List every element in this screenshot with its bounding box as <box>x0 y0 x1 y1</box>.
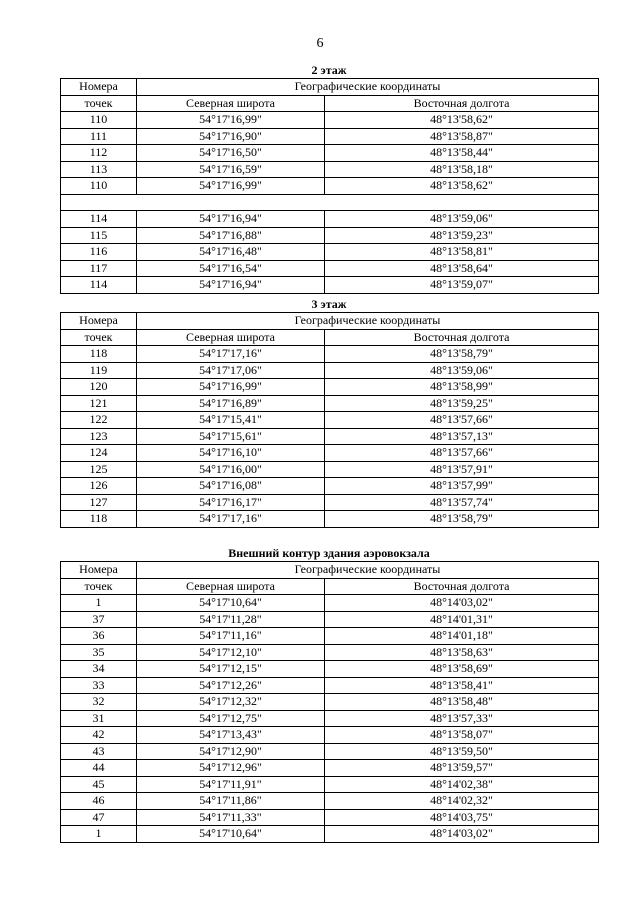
point-numbers-header-line1: Номера <box>61 562 137 579</box>
east-longitude-header: Восточная долгота <box>325 578 599 595</box>
table-row <box>61 211 599 228</box>
latitude-cell: 54°17'16,17" <box>137 494 325 511</box>
table-row <box>61 611 599 628</box>
table-row <box>61 776 599 793</box>
longitude-cell: 48°13'58,62" <box>325 178 599 195</box>
longitude-cell: 48°13'58,99" <box>325 379 599 396</box>
point-number-cell: 45 <box>61 776 137 793</box>
latitude-cell: 54°17'17,16" <box>137 511 325 528</box>
latitude-cell: 54°17'12,96" <box>137 760 325 777</box>
point-number-cell: 118 <box>61 511 137 528</box>
point-number-cell: 36 <box>61 628 137 645</box>
north-latitude-header: Северная широта <box>137 95 325 112</box>
latitude-cell: 54°17'16,88" <box>137 227 325 244</box>
point-number-cell: 37 <box>61 611 137 628</box>
table-row <box>61 628 599 645</box>
latitude-cell: 54°17'16,00" <box>137 461 325 478</box>
table-header-row <box>61 313 599 330</box>
longitude-cell: 48°13'57,33" <box>325 710 599 727</box>
point-number-cell: 112 <box>61 145 137 162</box>
latitude-cell: 54°17'16,94" <box>137 277 325 294</box>
latitude-cell: 54°17'12,32" <box>137 694 325 711</box>
point-numbers-header-line2: точек <box>61 95 137 112</box>
point-number-cell: 114 <box>61 277 137 294</box>
point-number-cell: 32 <box>61 694 137 711</box>
latitude-cell: 54°17'16,10" <box>137 445 325 462</box>
longitude-cell: 48°13'58,18" <box>325 161 599 178</box>
table-row <box>61 743 599 760</box>
point-numbers-header-line1: Номера <box>61 313 137 330</box>
table-row <box>61 244 599 261</box>
section-title: 2 этаж <box>311 63 347 77</box>
latitude-cell: 54°17'16,99" <box>137 112 325 129</box>
latitude-cell: 54°17'16,99" <box>137 379 325 396</box>
geo-coords-header: Географические координаты <box>137 562 599 579</box>
longitude-cell: 48°13'58,69" <box>325 661 599 678</box>
latitude-cell: 54°17'11,33" <box>137 809 325 826</box>
point-number-cell: 110 <box>61 178 137 195</box>
table-row <box>61 727 599 744</box>
north-latitude-header: Северная широта <box>137 329 325 346</box>
point-number-cell: 127 <box>61 494 137 511</box>
table-row <box>61 644 599 661</box>
longitude-cell: 48°13'58,81" <box>325 244 599 261</box>
table-header-row <box>61 562 599 579</box>
point-number-cell: 126 <box>61 478 137 495</box>
longitude-cell: 48°13'57,13" <box>325 428 599 445</box>
group-separator-row <box>61 194 599 211</box>
point-number-cell: 118 <box>61 346 137 363</box>
longitude-cell: 48°13'57,74" <box>325 494 599 511</box>
latitude-cell: 54°17'13,43" <box>137 727 325 744</box>
point-number-cell: 42 <box>61 727 137 744</box>
longitude-cell: 48°14'01,31" <box>325 611 599 628</box>
table-row <box>61 445 599 462</box>
table-row <box>61 346 599 363</box>
point-number-cell: 34 <box>61 661 137 678</box>
longitude-cell: 48°13'58,07" <box>325 727 599 744</box>
longitude-cell: 48°13'59,06" <box>325 211 599 228</box>
table-header-row <box>61 79 599 96</box>
longitude-cell: 48°13'58,62" <box>325 112 599 129</box>
latitude-cell: 54°17'11,86" <box>137 793 325 810</box>
point-number-cell: 116 <box>61 244 137 261</box>
longitude-cell: 48°13'59,07" <box>325 277 599 294</box>
longitude-cell: 48°14'03,02" <box>325 595 599 612</box>
table-row <box>61 161 599 178</box>
east-longitude-header: Восточная долгота <box>325 329 599 346</box>
table-row <box>61 826 599 843</box>
point-number-cell: 125 <box>61 461 137 478</box>
longitude-cell: 48°13'57,99" <box>325 478 599 495</box>
longitude-cell: 48°14'02,38" <box>325 776 599 793</box>
empty-cell <box>61 194 599 211</box>
longitude-cell: 48°14'03,02" <box>325 826 599 843</box>
coordinates-table <box>60 312 599 528</box>
table-row <box>61 428 599 445</box>
table-row <box>61 661 599 678</box>
longitude-cell: 48°13'59,50" <box>325 743 599 760</box>
table-header-row <box>61 578 599 595</box>
latitude-cell: 54°17'16,59" <box>137 161 325 178</box>
longitude-cell: 48°13'58,87" <box>325 128 599 145</box>
table-row <box>61 145 599 162</box>
longitude-cell: 48°13'58,79" <box>325 511 599 528</box>
coordinates-table <box>60 78 599 294</box>
longitude-cell: 48°13'59,23" <box>325 227 599 244</box>
longitude-cell: 48°13'59,06" <box>325 362 599 379</box>
point-number-cell: 123 <box>61 428 137 445</box>
longitude-cell: 48°14'01,18" <box>325 628 599 645</box>
table-row <box>61 395 599 412</box>
point-number-cell: 124 <box>61 445 137 462</box>
point-number-cell: 117 <box>61 260 137 277</box>
east-longitude-header: Восточная долгота <box>325 95 599 112</box>
latitude-cell: 54°17'16,99" <box>137 178 325 195</box>
latitude-cell: 54°17'11,16" <box>137 628 325 645</box>
table-row <box>61 227 599 244</box>
point-numbers-header-line2: точек <box>61 329 137 346</box>
table-row <box>61 277 599 294</box>
latitude-cell: 54°17'16,54" <box>137 260 325 277</box>
latitude-cell: 54°17'17,16" <box>137 346 325 363</box>
table-row <box>61 260 599 277</box>
point-number-cell: 31 <box>61 710 137 727</box>
table-row <box>61 511 599 528</box>
latitude-cell: 54°17'12,10" <box>137 644 325 661</box>
north-latitude-header: Северная широта <box>137 578 325 595</box>
longitude-cell: 48°13'58,48" <box>325 694 599 711</box>
latitude-cell: 54°17'17,06" <box>137 362 325 379</box>
page-number: 6 <box>316 36 324 51</box>
point-number-cell: 35 <box>61 644 137 661</box>
latitude-cell: 54°17'10,64" <box>137 826 325 843</box>
point-number-cell: 1 <box>61 826 137 843</box>
latitude-cell: 54°17'12,90" <box>137 743 325 760</box>
point-number-cell: 110 <box>61 112 137 129</box>
point-number-cell: 33 <box>61 677 137 694</box>
latitude-cell: 54°17'10,64" <box>137 595 325 612</box>
table-row <box>61 595 599 612</box>
longitude-cell: 48°13'59,57" <box>325 760 599 777</box>
table-row <box>61 178 599 195</box>
longitude-cell: 48°13'59,25" <box>325 395 599 412</box>
latitude-cell: 54°17'16,08" <box>137 478 325 495</box>
longitude-cell: 48°13'58,79" <box>325 346 599 363</box>
table-row <box>61 809 599 826</box>
latitude-cell: 54°17'16,89" <box>137 395 325 412</box>
point-number-cell: 115 <box>61 227 137 244</box>
point-number-cell: 114 <box>61 211 137 228</box>
latitude-cell: 54°17'12,75" <box>137 710 325 727</box>
section-title: 3 этаж <box>311 297 347 311</box>
point-number-cell: 44 <box>61 760 137 777</box>
table-row <box>61 478 599 495</box>
longitude-cell: 48°13'58,63" <box>325 644 599 661</box>
latitude-cell: 54°17'12,26" <box>137 677 325 694</box>
latitude-cell: 54°17'16,94" <box>137 211 325 228</box>
point-number-cell: 47 <box>61 809 137 826</box>
latitude-cell: 54°17'16,50" <box>137 145 325 162</box>
table-row <box>61 793 599 810</box>
point-number-cell: 43 <box>61 743 137 760</box>
longitude-cell: 48°13'57,66" <box>325 445 599 462</box>
latitude-cell: 54°17'15,61" <box>137 428 325 445</box>
latitude-cell: 54°17'15,41" <box>137 412 325 429</box>
table-row <box>61 362 599 379</box>
table-row <box>61 379 599 396</box>
longitude-cell: 48°14'02,32" <box>325 793 599 810</box>
table-row <box>61 694 599 711</box>
point-number-cell: 111 <box>61 128 137 145</box>
point-numbers-header-line1: Номера <box>61 79 137 96</box>
longitude-cell: 48°14'03,75" <box>325 809 599 826</box>
latitude-cell: 54°17'16,90" <box>137 128 325 145</box>
table-row <box>61 112 599 129</box>
latitude-cell: 54°17'11,91" <box>137 776 325 793</box>
table-row <box>61 412 599 429</box>
table-row <box>61 461 599 478</box>
longitude-cell: 48°13'58,41" <box>325 677 599 694</box>
point-number-cell: 122 <box>61 412 137 429</box>
geo-coords-header: Географические координаты <box>137 79 599 96</box>
section-title: Внешний контур здания аэровокзала <box>228 546 430 560</box>
table-row <box>61 494 599 511</box>
point-number-cell: 46 <box>61 793 137 810</box>
coordinates-table <box>60 561 599 843</box>
latitude-cell: 54°17'12,15" <box>137 661 325 678</box>
point-number-cell: 119 <box>61 362 137 379</box>
longitude-cell: 48°13'58,44" <box>325 145 599 162</box>
table-row <box>61 710 599 727</box>
table-row <box>61 677 599 694</box>
table-row <box>61 760 599 777</box>
latitude-cell: 54°17'11,28" <box>137 611 325 628</box>
point-numbers-header-line2: точек <box>61 578 137 595</box>
latitude-cell: 54°17'16,48" <box>137 244 325 261</box>
table-header-row <box>61 95 599 112</box>
table-header-row <box>61 329 599 346</box>
longitude-cell: 48°13'58,64" <box>325 260 599 277</box>
point-number-cell: 120 <box>61 379 137 396</box>
longitude-cell: 48°13'57,91" <box>325 461 599 478</box>
point-number-cell: 121 <box>61 395 137 412</box>
longitude-cell: 48°13'57,66" <box>325 412 599 429</box>
point-number-cell: 113 <box>61 161 137 178</box>
point-number-cell: 1 <box>61 595 137 612</box>
geo-coords-header: Географические координаты <box>137 313 599 330</box>
table-row <box>61 128 599 145</box>
